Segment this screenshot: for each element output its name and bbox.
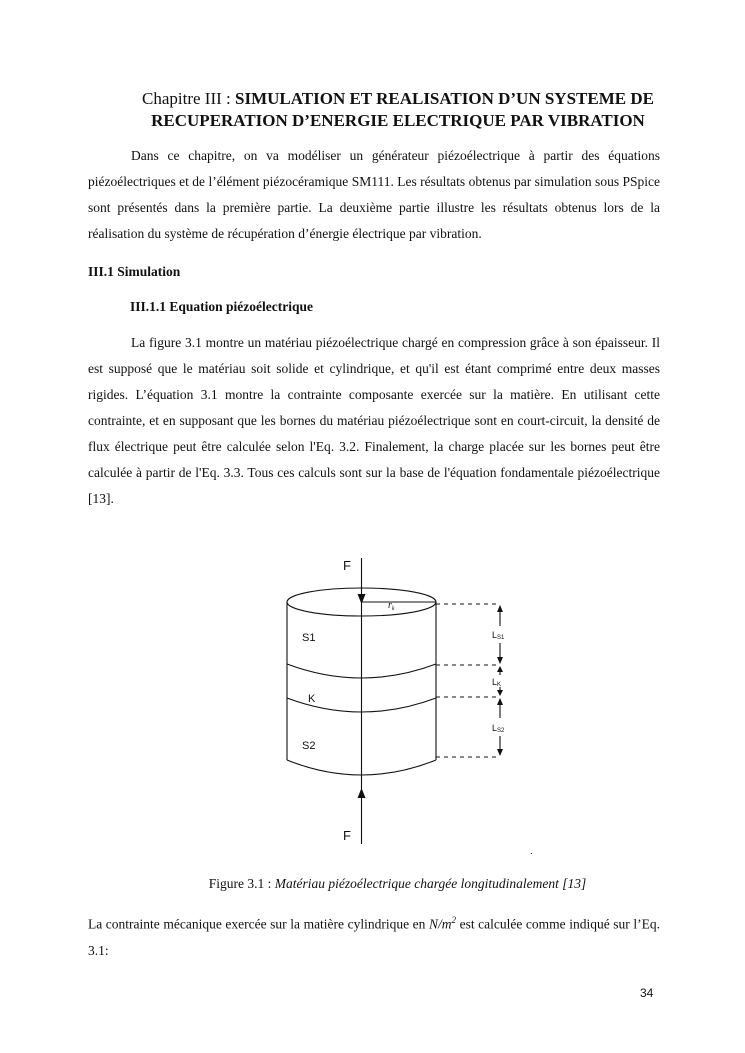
body-paragraph: La figure 3.1 montre un matériau piézoélectrique chargé en compression grâce à son épaisseur. Il est supposé que le matériau soit solide et cylindrique, et qu'il est étant comprimé entre deux masses rigides. L’équation 3.1 montre la contrainte composante exercée sur la matière. En utilisant cette contrainte, et en supposant que les bornes du matériau piézoélectrique sont en court-circuit, la densité de flux électrique peut être calculée selon l'Eq. 3.2. Finalement, la charge placée sur les bornes peut être calculée à partir de l'Eq. 3.3. Tous ces calculs sont sur la base de l'équation fondamentale piézoélectrique [13].	[88, 335, 660, 506]
closing-after: est calculée comme indiqué sur l’Eq. 3.1:	[88, 916, 660, 958]
chapter-title-line1: SIMULATION ET REALISATION D’UN SYSTEME DE	[235, 89, 654, 108]
ls1-label: LS1	[492, 630, 505, 641]
force-bottom-arrowhead	[358, 788, 366, 798]
chapter-title	[118, 88, 678, 132]
figure-dot: .	[530, 846, 533, 857]
piezo-cylinder-figure	[0, 540, 745, 870]
caption-text: Matériau piézoélectrique chargée longitudinalement [13]	[274, 876, 587, 891]
closing-unit: N/m	[428, 916, 452, 932]
chapter-label: Chapitre III :	[142, 89, 236, 108]
closing-before: La contrainte mécanique exercée sur la matière cylindrique en	[88, 916, 429, 932]
figure-caption	[0, 876, 745, 892]
closing-exponent: 2	[451, 915, 456, 925]
subsection-heading: III.1.1 Equation piézoélectrique	[130, 299, 314, 314]
k-label: K	[308, 693, 316, 705]
caption-prefix: Figure 3.1 :	[208, 876, 275, 891]
lk-label: LK	[492, 677, 502, 688]
closing-paragraph	[88, 907, 660, 964]
s2-label: S2	[302, 740, 316, 752]
force-bottom-label: F	[343, 828, 351, 843]
force-top-label: F	[343, 558, 351, 573]
chapter-title-line2: RECUPERATION D’ENERGIE ELECTRIQUE PAR VIBRATION	[151, 111, 645, 130]
s1-label: S1	[302, 632, 316, 644]
page-number: 34	[640, 986, 654, 1000]
intro-paragraph: Dans ce chapitre, on va modéliser un générateur piézoélectrique à partir des équations piézoélectriques et de l’élément piézocéramique SM111. Les résultats obtenus par simulation sous PSpice sont présentés dans la première partie. La deuxième partie illustre les résultats obtenus lors de la réalisation du système de récupération d’énergie électrique par vibration.	[88, 148, 660, 241]
radius-label: $r_k$	[388, 600, 395, 612]
section-heading: III.1 Simulation	[88, 264, 181, 279]
ls2-label: LS2	[492, 723, 505, 734]
